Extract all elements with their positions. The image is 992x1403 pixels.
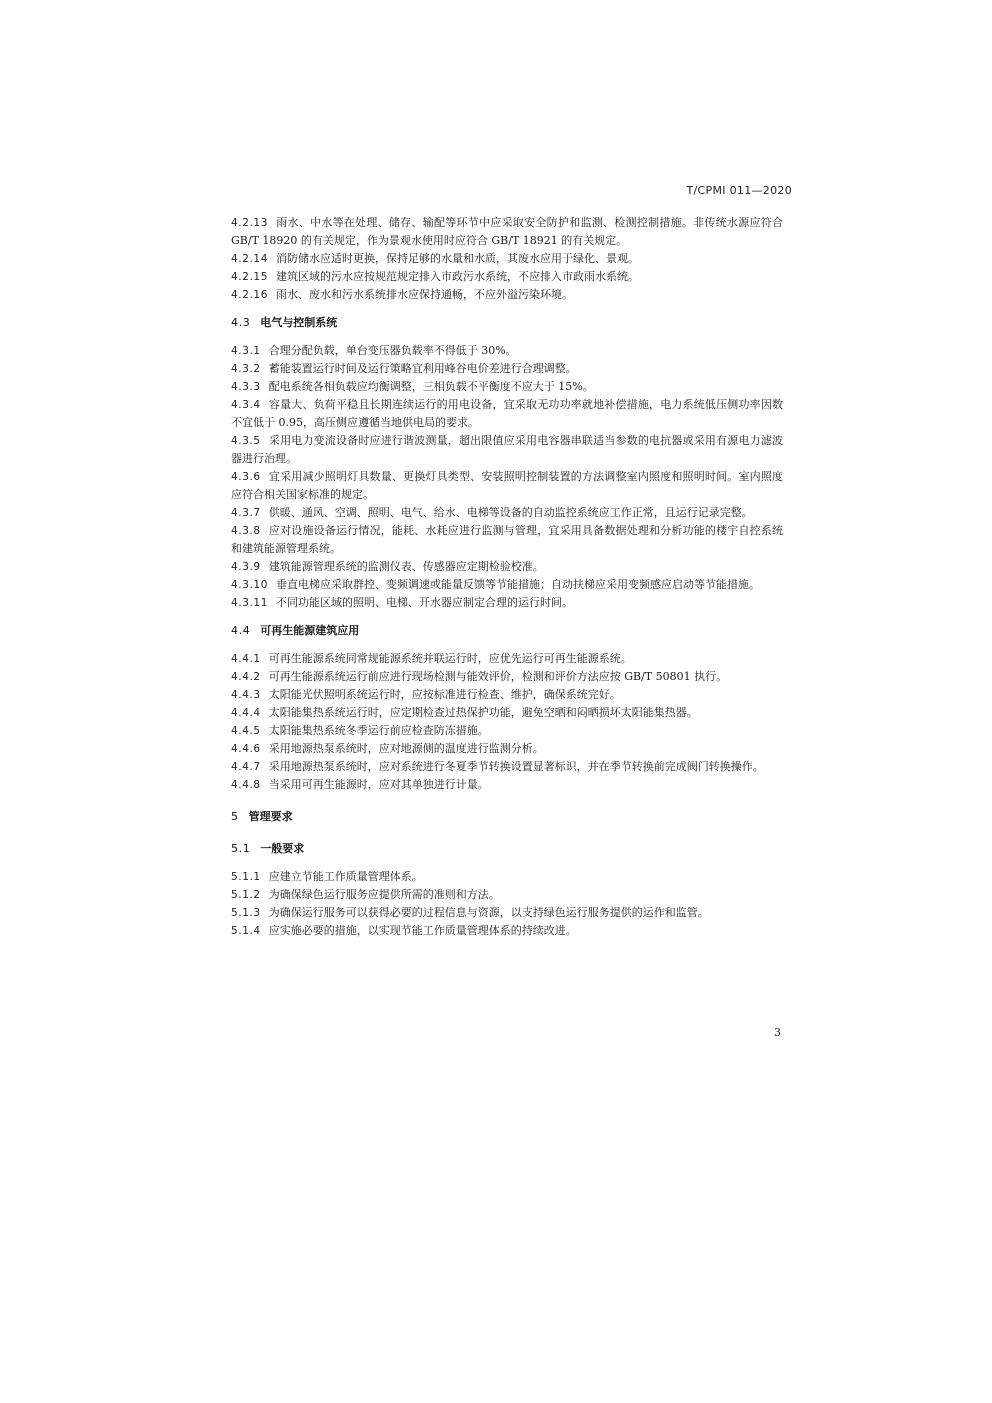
- section-title: 电气与控制系统: [260, 316, 338, 329]
- clause-text: 当采用可再生能源时，应对其单独进行计量。: [268, 778, 489, 791]
- clause-number: 4.3.6: [231, 471, 261, 483]
- clause-item: [231, 886, 783, 904]
- clause-item: [231, 776, 783, 794]
- clause-item: [231, 686, 783, 704]
- clause-item: [231, 740, 783, 758]
- clause-item: [231, 668, 783, 686]
- clause-item: [231, 594, 783, 612]
- section-title: 可再生能源建筑应用: [260, 624, 360, 637]
- clause-item: [231, 558, 783, 576]
- clause-number: 4.3.5: [231, 435, 261, 447]
- clause-item: [231, 250, 783, 268]
- clause-number: 4.4.2: [231, 671, 261, 683]
- clause-number: 4.3.7: [231, 507, 261, 519]
- clause-text: 配电系统各相负载应均衡调整，三相负载不平衡度不应大于 15%。: [268, 380, 594, 393]
- clause-text: 为确保绿色运行服务应提供所需的准则和方法。: [268, 888, 500, 901]
- clause-number: 4.3.1: [231, 345, 261, 357]
- clause-number: 5.1.4: [231, 925, 261, 937]
- clause-text: 应对设施设备运行情况，能耗、水耗应进行监测与管理，宜采用具备数据处理和分析功能的楼宇自控系统和建筑能源管理系统。: [231, 524, 783, 555]
- clause-number: 4.4.3: [231, 689, 261, 701]
- clause-item: [231, 214, 783, 250]
- clause-number: 4.3.9: [231, 561, 261, 573]
- clause-number: 5.1.3: [231, 907, 261, 919]
- clause-number: 4.4.1: [231, 653, 261, 665]
- clause-text: 可再生能源系统运行前应进行现场检测与能效评价，检测和评价方法应按 GB/T 50801 执行。: [268, 670, 728, 683]
- clause-text: 采用地源热泵系统时，应对系统进行冬夏季节转换设置显著标识，并在季节转换前完成阀门转换操作。: [268, 760, 764, 773]
- clause-number: 4.3.2: [231, 363, 261, 375]
- clause-text: 垂直电梯应采取群控、变频调速或能量反馈等节能措施；自动扶梯应采用变频感应启动等节能措施。: [276, 578, 760, 591]
- clause-text: 太阳能集热系统冬季运行前应检查防冻措施。: [268, 724, 489, 737]
- clause-item: [231, 268, 783, 286]
- clause-text: 应实施必要的措施，以实现节能工作质量管理体系的持续改进。: [268, 924, 577, 937]
- clause-number: 4.4.4: [231, 707, 261, 719]
- section-number: 5: [231, 810, 239, 823]
- clause-text: 容量大、负荷平稳且长期连续运行的用电设备，宜采取无功功率就地补偿措施，电力系统低压侧功率因数不宜低于 0.95，高压侧应遵循当地供电局的要求。: [231, 398, 783, 429]
- clause-number: 4.3.8: [231, 525, 261, 537]
- section-number: 4.3: [231, 316, 251, 329]
- clause-item: [231, 922, 783, 940]
- clause-item: [231, 286, 783, 304]
- clause-number: 4.4.7: [231, 761, 261, 773]
- clause-text: 采用电力变流设备时应进行谐波测量，超出限值应采用电容器串联适当参数的电抗器或采用有源电力滤波器进行治理。: [231, 434, 783, 465]
- clause-number: 4.2.14: [231, 253, 268, 265]
- standard-code-header: T/CPMI 011—2020: [686, 184, 792, 197]
- clause-text: 太阳能集热系统运行时，应定期检查过热保护功能，避免空晒和闷晒损坏太阳能集热器。: [268, 706, 698, 719]
- clause-item: [231, 650, 783, 668]
- clause-number: 4.4.6: [231, 743, 261, 755]
- clause-text: 太阳能光伏照明系统运行时，应按标准进行检查、维护，确保系统完好。: [268, 688, 621, 701]
- section-heading: [231, 840, 783, 858]
- clause-text: 可再生能源系统同常规能源系统并联运行时，应优先运行可再生能源系统。: [268, 652, 632, 665]
- section-heading: [231, 808, 783, 826]
- clause-text: 采用地源热泵系统时，应对地源侧的温度进行监测分析。: [268, 742, 544, 755]
- clause-item: [231, 468, 783, 504]
- clause-number: 4.2.15: [231, 271, 268, 283]
- clause-item: [231, 576, 783, 594]
- clause-item: [231, 904, 783, 922]
- clause-number: 4.4.8: [231, 779, 261, 791]
- clause-item: [231, 360, 783, 378]
- clause-text: 建筑能源管理系统的监测仪表、传感器应定期检验校准。: [268, 560, 544, 573]
- clause-number: 4.2.16: [231, 289, 268, 301]
- clause-text: 供暖、通风、空调、照明、电气、给水、电梯等设备的自动监控系统应工作正常，且运行记录完整。: [268, 506, 753, 519]
- clause-item: [231, 758, 783, 776]
- clause-text: 蓄能装置运行时间及运行策略宜利用峰谷电价差进行合理调整。: [268, 362, 577, 375]
- clause-text: 雨水、中水等在处理、储存、输配等环节中应采取安全防护和监测、检测控制措施。非传统水源应符合 GB/T 18920 的有关规定，作为景观水使用时应符合 GB/T 18921 的有关规定。: [231, 216, 783, 247]
- clause-text: 雨水、废水和污水系统排水应保持通畅，不应外溢污染环境。: [276, 288, 573, 301]
- clause-number: 4.3.11: [231, 597, 268, 609]
- clause-text: 不同功能区域的照明、电梯、开水器应制定合理的运行时间。: [276, 596, 573, 609]
- clause-number: 4.2.13: [231, 217, 268, 229]
- clause-text: 建筑区域的污水应按规范规定排入市政污水系统，不应排入市政雨水系统。: [276, 270, 639, 283]
- clause-item: [231, 504, 783, 522]
- clause-item: [231, 432, 783, 468]
- section-number: 4.4: [231, 624, 251, 637]
- section-heading: [231, 622, 783, 640]
- section-number: 5.1: [231, 842, 251, 855]
- clause-text: 为确保运行服务可以获得必要的过程信息与资源，以支持绿色运行服务提供的运作和监管。: [268, 906, 709, 919]
- clause-text: 宜采用减少照明灯具数量、更换灯具类型、安装照明控制装置的方法调整室内照度和照明时间。室内照度应符合相关国家标准的规定。: [231, 470, 783, 501]
- clause-text: 应建立节能工作质量管理体系。: [268, 870, 423, 883]
- clause-number: 5.1.2: [231, 889, 261, 901]
- clause-text: 合理分配负载，单台变压器负载率不得低于 30%。: [268, 344, 517, 357]
- clause-number: 4.4.5: [231, 725, 261, 737]
- page-number: 3: [774, 1026, 781, 1039]
- section-title: 管理要求: [248, 810, 293, 823]
- clause-item: [231, 704, 783, 722]
- clause-number: 5.1.1: [231, 871, 261, 883]
- clause-number: 4.3.10: [231, 579, 268, 591]
- clause-text: 消防储水应适时更换，保持足够的水量和水质，其废水应用于绿化、景观。: [276, 252, 639, 265]
- clause-number: 4.3.3: [231, 381, 261, 393]
- section-title: 一般要求: [260, 842, 305, 855]
- clause-number: 4.3.4: [231, 399, 261, 411]
- clause-item: [231, 396, 783, 432]
- clause-item: [231, 378, 783, 396]
- clause-item: [231, 522, 783, 558]
- document-body: [231, 214, 783, 940]
- clause-item: [231, 722, 783, 740]
- clause-item: [231, 342, 783, 360]
- section-heading: [231, 314, 783, 332]
- clause-item: [231, 868, 783, 886]
